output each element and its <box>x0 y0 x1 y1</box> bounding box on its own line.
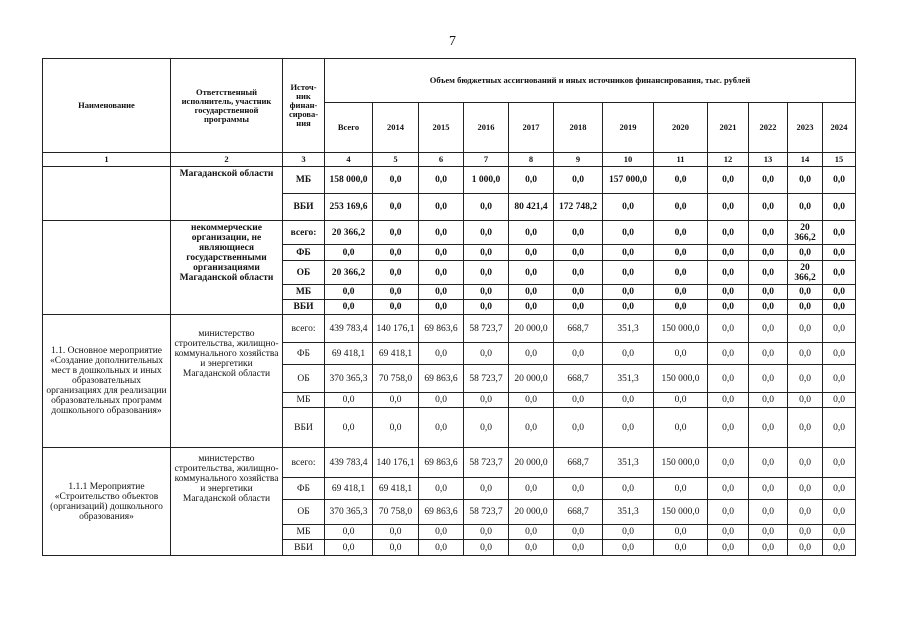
funding-value: 351,3 <box>603 315 654 343</box>
funding-value: 0,0 <box>654 245 708 261</box>
header-source: Источ-ник финан-сирова-ния <box>283 59 325 153</box>
funding-value: 0,0 <box>554 478 603 500</box>
funding-value: 0,0 <box>823 365 856 393</box>
funding-value: 0,0 <box>419 540 464 556</box>
column-number: 7 <box>464 153 509 167</box>
header-year: 2024 <box>823 103 856 153</box>
funding-value: 0,0 <box>823 221 856 245</box>
funding-value: 80 421,4 <box>509 194 554 221</box>
header-funding-title: Объем бюджетных ассигнований и иных источников финансирования, тыс. рублей <box>325 59 856 103</box>
funding-value: 20 000,0 <box>509 315 554 343</box>
funding-value: 0,0 <box>823 261 856 285</box>
funding-value: 0,0 <box>749 365 788 393</box>
funding-value: 0,0 <box>708 300 749 315</box>
funding-value: 0,0 <box>788 540 823 556</box>
funding-value: 58 723,7 <box>464 500 509 525</box>
funding-value: 0,0 <box>464 285 509 300</box>
funding-value: 0,0 <box>788 194 823 221</box>
funding-value: 0,0 <box>708 245 749 261</box>
funding-source: ВБИ <box>283 300 325 315</box>
funding-source: ФБ <box>283 245 325 261</box>
funding-value: 0,0 <box>749 525 788 540</box>
funding-value: 0,0 <box>708 408 749 448</box>
funding-value: 0,0 <box>554 221 603 245</box>
funding-value: 0,0 <box>823 343 856 365</box>
funding-value: 0,0 <box>509 408 554 448</box>
funding-source: ОБ <box>283 261 325 285</box>
header-year: 2021 <box>708 103 749 153</box>
funding-value: 140 176,1 <box>373 448 419 478</box>
funding-value: 0,0 <box>603 261 654 285</box>
funding-value: 0,0 <box>419 221 464 245</box>
funding-value: 0,0 <box>325 525 373 540</box>
funding-value: 0,0 <box>603 285 654 300</box>
funding-value: 0,0 <box>788 365 823 393</box>
funding-value: 668,7 <box>554 315 603 343</box>
funding-value: 0,0 <box>749 343 788 365</box>
funding-value: 0,0 <box>708 500 749 525</box>
table-row <box>43 167 856 194</box>
funding-source: ФБ <box>283 478 325 500</box>
funding-value: 0,0 <box>654 540 708 556</box>
funding-value: 668,7 <box>554 365 603 393</box>
funding-value: 20 000,0 <box>509 500 554 525</box>
funding-value: 0,0 <box>373 393 419 408</box>
funding-value: 0,0 <box>749 540 788 556</box>
funding-value: 0,0 <box>749 245 788 261</box>
funding-value: 0,0 <box>554 285 603 300</box>
funding-value: 0,0 <box>788 393 823 408</box>
funding-source: МБ <box>283 525 325 540</box>
funding-value: 0,0 <box>708 525 749 540</box>
funding-value: 0,0 <box>464 525 509 540</box>
funding-value: 0,0 <box>708 315 749 343</box>
funding-value: 0,0 <box>464 478 509 500</box>
funding-value: 0,0 <box>603 300 654 315</box>
funding-value: 0,0 <box>654 194 708 221</box>
funding-value: 0,0 <box>823 408 856 448</box>
column-number: 15 <box>823 153 856 167</box>
funding-value: 0,0 <box>823 393 856 408</box>
funding-value: 0,0 <box>554 540 603 556</box>
funding-value: 0,0 <box>603 408 654 448</box>
funding-value: 0,0 <box>464 343 509 365</box>
funding-value: 0,0 <box>654 285 708 300</box>
funding-value: 0,0 <box>509 285 554 300</box>
header-year: 2016 <box>464 103 509 153</box>
funding-value: 0,0 <box>603 245 654 261</box>
funding-value: 0,0 <box>373 285 419 300</box>
column-number: 14 <box>788 153 823 167</box>
funding-value: 0,0 <box>419 393 464 408</box>
funding-value: 370 365,3 <box>325 365 373 393</box>
activity-name <box>43 221 171 315</box>
funding-value: 0,0 <box>708 478 749 500</box>
funding-value: 439 783,4 <box>325 448 373 478</box>
header-year: 2020 <box>654 103 708 153</box>
funding-source: ВБИ <box>283 540 325 556</box>
funding-source: МБ <box>283 167 325 194</box>
funding-value: 0,0 <box>554 261 603 285</box>
funding-value: 150 000,0 <box>654 365 708 393</box>
funding-value: 0,0 <box>554 167 603 194</box>
funding-value: 0,0 <box>823 448 856 478</box>
funding-value: 0,0 <box>823 540 856 556</box>
funding-value: 0,0 <box>788 525 823 540</box>
funding-value: 351,3 <box>603 500 654 525</box>
funding-value: 0,0 <box>373 245 419 261</box>
responsible-executor: министерство строительства, жилищно-коммунального хозяйства и энергетики Магаданской области <box>171 315 283 448</box>
funding-value: 0,0 <box>749 478 788 500</box>
column-number: 10 <box>603 153 654 167</box>
funding-source: всего: <box>283 448 325 478</box>
funding-value: 0,0 <box>419 194 464 221</box>
funding-value: 0,0 <box>509 343 554 365</box>
funding-value: 0,0 <box>603 525 654 540</box>
funding-value: 0,0 <box>708 261 749 285</box>
funding-value: 0,0 <box>373 525 419 540</box>
column-number: 11 <box>654 153 708 167</box>
funding-value: 0,0 <box>419 285 464 300</box>
header-year: 2017 <box>509 103 554 153</box>
column-number: 13 <box>749 153 788 167</box>
funding-value: 20 366,2 <box>788 261 823 285</box>
funding-value: 0,0 <box>823 167 856 194</box>
funding-source: всего: <box>283 315 325 343</box>
funding-value: 0,0 <box>373 167 419 194</box>
funding-value: 0,0 <box>554 245 603 261</box>
funding-value: 150 000,0 <box>654 315 708 343</box>
funding-value: 0,0 <box>603 194 654 221</box>
funding-value: 0,0 <box>823 300 856 315</box>
funding-value: 0,0 <box>823 194 856 221</box>
header-year: 2014 <box>373 103 419 153</box>
funding-value: 0,0 <box>325 540 373 556</box>
funding-value: 0,0 <box>419 261 464 285</box>
funding-value: 0,0 <box>788 285 823 300</box>
column-number: 2 <box>171 153 283 167</box>
funding-value: 0,0 <box>788 167 823 194</box>
funding-value: 0,0 <box>554 393 603 408</box>
funding-value: 0,0 <box>708 167 749 194</box>
header-year: Всего <box>325 103 373 153</box>
column-number: 9 <box>554 153 603 167</box>
funding-value: 20 366,2 <box>325 261 373 285</box>
funding-value: 0,0 <box>788 343 823 365</box>
funding-value: 150 000,0 <box>654 448 708 478</box>
funding-value: 0,0 <box>464 540 509 556</box>
funding-value: 0,0 <box>464 393 509 408</box>
funding-source: МБ <box>283 393 325 408</box>
funding-source: МБ <box>283 285 325 300</box>
funding-value: 0,0 <box>464 261 509 285</box>
funding-value: 0,0 <box>788 408 823 448</box>
funding-value: 1 000,0 <box>464 167 509 194</box>
funding-value: 0,0 <box>603 221 654 245</box>
funding-value: 0,0 <box>373 408 419 448</box>
activity-name: 1.1.1 Мероприятие «Строительство объектов (организаций) дошкольного образования» <box>43 448 171 556</box>
funding-value: 0,0 <box>509 525 554 540</box>
funding-value: 20 366,2 <box>325 221 373 245</box>
funding-value: 0,0 <box>654 261 708 285</box>
funding-value: 20 000,0 <box>509 448 554 478</box>
funding-value: 0,0 <box>464 300 509 315</box>
funding-value: 69 863,6 <box>419 500 464 525</box>
funding-value: 0,0 <box>654 343 708 365</box>
funding-source: ВБИ <box>283 194 325 221</box>
funding-value: 0,0 <box>464 194 509 221</box>
funding-value: 0,0 <box>749 261 788 285</box>
funding-value: 0,0 <box>464 221 509 245</box>
funding-value: 140 176,1 <box>373 315 419 343</box>
funding-value: 0,0 <box>654 478 708 500</box>
funding-value: 0,0 <box>603 393 654 408</box>
funding-value: 370 365,3 <box>325 500 373 525</box>
responsible-executor: министерство строительства, жилищно-коммунального хозяйства и энергетики Магаданской области <box>171 448 283 556</box>
funding-value: 0,0 <box>823 315 856 343</box>
funding-value: 0,0 <box>708 285 749 300</box>
budget-table <box>42 58 856 556</box>
header-year: 2015 <box>419 103 464 153</box>
funding-value: 0,0 <box>654 525 708 540</box>
funding-value: 0,0 <box>788 315 823 343</box>
funding-value: 0,0 <box>325 408 373 448</box>
funding-value: 69 418,1 <box>325 343 373 365</box>
funding-value: 0,0 <box>788 478 823 500</box>
funding-value: 0,0 <box>419 478 464 500</box>
funding-value: 0,0 <box>554 525 603 540</box>
funding-value: 0,0 <box>654 221 708 245</box>
funding-value: 0,0 <box>509 245 554 261</box>
funding-value: 0,0 <box>788 448 823 478</box>
funding-value: 0,0 <box>708 365 749 393</box>
funding-value: 69 418,1 <box>325 478 373 500</box>
funding-source: ФБ <box>283 343 325 365</box>
funding-value: 0,0 <box>509 540 554 556</box>
funding-value: 351,3 <box>603 365 654 393</box>
funding-value: 0,0 <box>554 343 603 365</box>
table-row <box>43 448 856 478</box>
funding-value: 0,0 <box>823 245 856 261</box>
funding-value: 439 783,4 <box>325 315 373 343</box>
column-number: 5 <box>373 153 419 167</box>
funding-value: 0,0 <box>749 315 788 343</box>
funding-value: 0,0 <box>373 261 419 285</box>
funding-value: 0,0 <box>373 300 419 315</box>
funding-value: 69 863,6 <box>419 365 464 393</box>
funding-value: 0,0 <box>554 408 603 448</box>
funding-value: 0,0 <box>419 343 464 365</box>
funding-source: ОБ <box>283 500 325 525</box>
header-year: 2023 <box>788 103 823 153</box>
funding-value: 0,0 <box>325 285 373 300</box>
funding-value: 58 723,7 <box>464 315 509 343</box>
column-number: 6 <box>419 153 464 167</box>
funding-value: 0,0 <box>325 393 373 408</box>
funding-value: 0,0 <box>509 261 554 285</box>
funding-value: 0,0 <box>419 525 464 540</box>
funding-value: 0,0 <box>708 194 749 221</box>
funding-value: 0,0 <box>464 408 509 448</box>
funding-value: 0,0 <box>654 393 708 408</box>
header-name: Наименование <box>43 59 171 153</box>
column-number: 12 <box>708 153 749 167</box>
funding-value: 0,0 <box>749 167 788 194</box>
funding-value: 0,0 <box>788 245 823 261</box>
funding-value: 0,0 <box>749 408 788 448</box>
column-number: 4 <box>325 153 373 167</box>
funding-value: 0,0 <box>654 408 708 448</box>
funding-value: 0,0 <box>373 194 419 221</box>
funding-value: 0,0 <box>373 540 419 556</box>
funding-value: 668,7 <box>554 448 603 478</box>
funding-value: 0,0 <box>708 393 749 408</box>
funding-value: 0,0 <box>464 245 509 261</box>
funding-value: 0,0 <box>373 221 419 245</box>
funding-value: 69 418,1 <box>373 343 419 365</box>
funding-value: 0,0 <box>654 167 708 194</box>
funding-value: 0,0 <box>509 478 554 500</box>
funding-value: 158 000,0 <box>325 167 373 194</box>
funding-value: 0,0 <box>749 221 788 245</box>
funding-value: 0,0 <box>419 300 464 315</box>
funding-value: 0,0 <box>788 500 823 525</box>
funding-source: ВБИ <box>283 408 325 448</box>
funding-value: 0,0 <box>708 448 749 478</box>
header-year: 2022 <box>749 103 788 153</box>
table-row <box>43 315 856 343</box>
funding-value: 0,0 <box>603 478 654 500</box>
funding-value: 0,0 <box>708 221 749 245</box>
funding-value: 0,0 <box>823 285 856 300</box>
column-number: 3 <box>283 153 325 167</box>
funding-value: 0,0 <box>325 245 373 261</box>
funding-value: 172 748,2 <box>554 194 603 221</box>
funding-value: 0,0 <box>603 343 654 365</box>
funding-value: 0,0 <box>823 525 856 540</box>
funding-value: 0,0 <box>749 285 788 300</box>
funding-value: 0,0 <box>419 167 464 194</box>
header-year: 2018 <box>554 103 603 153</box>
funding-value: 668,7 <box>554 500 603 525</box>
funding-value: 0,0 <box>509 221 554 245</box>
funding-value: 0,0 <box>554 300 603 315</box>
activity-name: 1.1. Основное мероприятие «Создание дополнительных мест в дошкольных и иных образовательных организациях для реализации образовательных программ дошкольного образования» <box>43 315 171 448</box>
funding-value: 0,0 <box>788 300 823 315</box>
funding-value: 0,0 <box>749 300 788 315</box>
funding-value: 0,0 <box>823 478 856 500</box>
column-number: 1 <box>43 153 171 167</box>
funding-value: 0,0 <box>509 393 554 408</box>
column-number: 8 <box>509 153 554 167</box>
funding-value: 0,0 <box>603 540 654 556</box>
header-year: 2019 <box>603 103 654 153</box>
funding-value: 69 418,1 <box>373 478 419 500</box>
funding-value: 20 366,2 <box>788 221 823 245</box>
funding-value: 0,0 <box>749 500 788 525</box>
funding-value: 20 000,0 <box>509 365 554 393</box>
funding-value: 0,0 <box>509 167 554 194</box>
funding-value: 0,0 <box>708 540 749 556</box>
funding-value: 58 723,7 <box>464 448 509 478</box>
table-row <box>43 221 856 245</box>
responsible-executor: некоммерческие организации, не являющиеся государственными организациями Магаданской области <box>171 221 283 315</box>
responsible-executor: Магаданской области <box>171 167 283 221</box>
funding-value: 0,0 <box>823 500 856 525</box>
funding-value: 69 863,6 <box>419 315 464 343</box>
funding-value: 69 863,6 <box>419 448 464 478</box>
funding-value: 70 758,0 <box>373 365 419 393</box>
funding-value: 0,0 <box>509 300 554 315</box>
funding-value: 0,0 <box>749 448 788 478</box>
page-number: 7 <box>449 34 456 49</box>
funding-value: 0,0 <box>419 408 464 448</box>
funding-value: 150 000,0 <box>654 500 708 525</box>
activity-name <box>43 167 171 221</box>
funding-source: ОБ <box>283 365 325 393</box>
funding-value: 0,0 <box>708 343 749 365</box>
funding-value: 70 758,0 <box>373 500 419 525</box>
funding-value: 0,0 <box>419 245 464 261</box>
funding-value: 0,0 <box>749 393 788 408</box>
funding-value: 253 169,6 <box>325 194 373 221</box>
funding-value: 351,3 <box>603 448 654 478</box>
header-executor: Ответственный исполнитель, участник государственной программы <box>171 59 283 153</box>
funding-value: 0,0 <box>325 300 373 315</box>
funding-value: 157 000,0 <box>603 167 654 194</box>
funding-source: всего: <box>283 221 325 245</box>
funding-value: 58 723,7 <box>464 365 509 393</box>
funding-value: 0,0 <box>749 194 788 221</box>
funding-value: 0,0 <box>654 300 708 315</box>
